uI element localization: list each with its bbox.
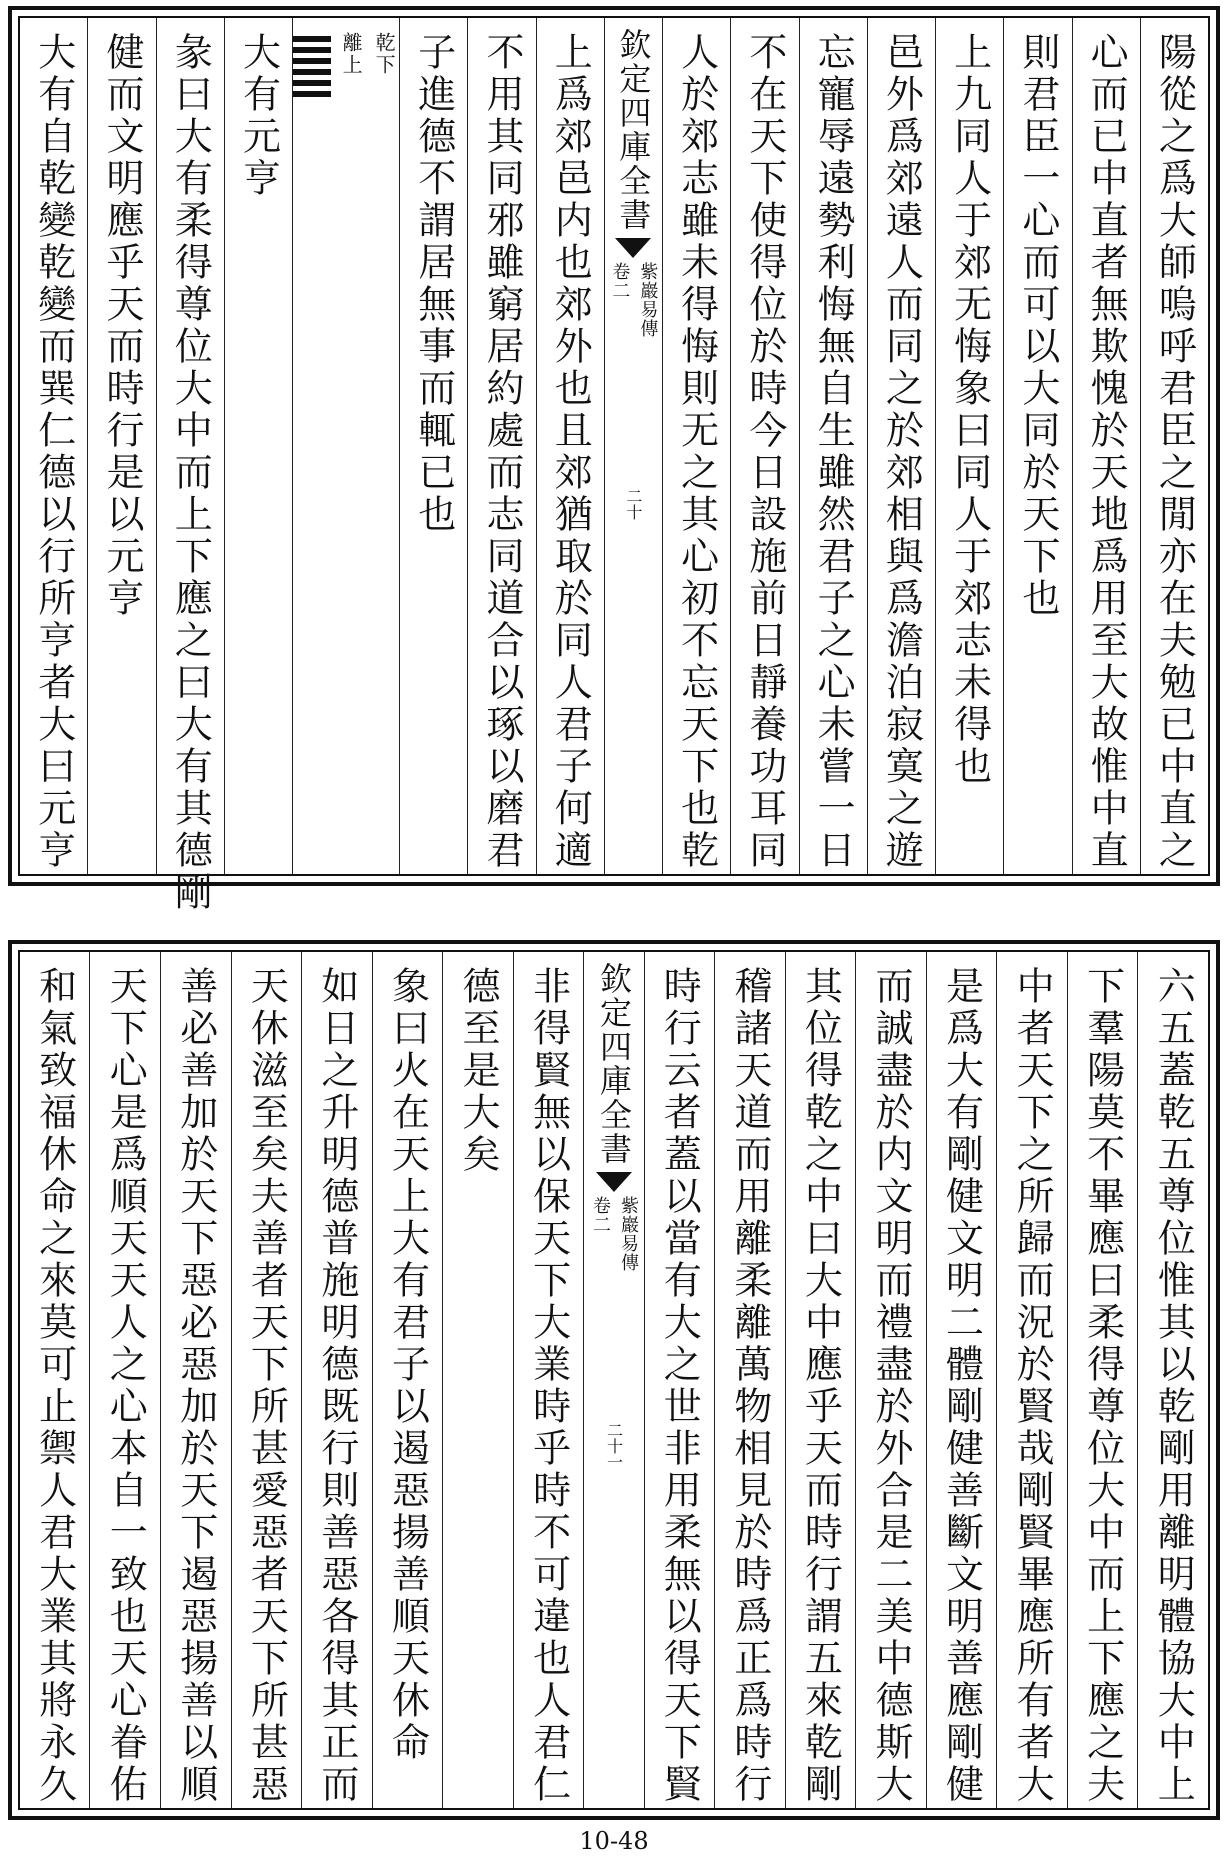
column-text: 天休滋至矣夫善者天下所甚愛惡者天下所甚惡 [244,966,289,1806]
center-fold-header [583,952,643,1808]
column-text: 天下心是爲順天天人之心本自一致也天心眷佑 [103,966,148,1806]
text-column [87,18,155,874]
page-top-frame [18,16,1210,914]
volume-label: 卷二 [589,1196,611,1234]
book-title: 欽定四庫全書 [594,962,633,1166]
column-text: 心而已中直者無欺愧於天地爲用至大故惟中直 [1084,32,1129,872]
text-column [231,952,302,1808]
text-column [467,18,535,874]
hexagram-icon [293,36,331,97]
column-text: 彖曰大有柔得尊位大中而上下應之曰大有其德剛 [168,32,213,914]
column-text: 邑外爲郊遠人而同之於郊相與爲澹泊寂寞之遊 [879,32,924,872]
book-name: 紫巖易傳 [637,262,659,338]
text-column [160,952,231,1808]
text-column [662,18,730,874]
text-column [20,952,90,1808]
column-text: 大有自乾變乾變而巽仁德以行所亨者大曰元亨 [31,32,76,872]
center-fold-header [604,18,662,874]
folio-number: 二十一 [604,1422,624,1470]
text-column [785,952,856,1808]
text-column [1067,952,1138,1808]
text-column [799,18,867,874]
text-column [935,18,1003,874]
page-number: 10-48 [579,1827,649,1855]
text-column [513,952,584,1808]
text-column [1072,18,1140,874]
text-column [1140,18,1208,874]
column-text: 大有元亨 [236,32,281,200]
column-text: 六五蓋乾五尊位惟其以乾剛用離明體協大中上 [1151,966,1196,1806]
column-text: 德至是大矣 [456,966,501,1176]
column-text: 子進德不謂居無事而輒已也 [411,32,456,536]
column-text: 時行云者蓋以當有大之世非用柔無以得天下賢 [657,966,702,1806]
column-text: 不用其同邪雖窮居約處而志同道合以琢以磨君 [479,32,524,872]
book-name: 紫巖易傳 [617,1196,639,1272]
text-column [442,952,513,1808]
text-column [224,18,292,874]
column-text: 和氣致福休命之來莫可止禦人君大業其將永久 [32,966,77,1806]
volume-label: 卷二 [609,262,631,300]
fishtail-mark-icon [596,1172,632,1192]
page-bottom [8,940,1220,1820]
column-text: 下羣陽莫不畢應曰柔得尊位大中而上下應之夫 [1080,966,1125,1806]
text-column [301,952,372,1808]
column-text: 陽從之爲大師嗚呼君臣之閒亦在夫勉已中直之 [1152,32,1197,872]
text-column [372,952,443,1808]
column-text: 而誠盡於内文明而禮盡於外合是二美中德斯大 [868,966,913,1806]
column-text: 健而文明應乎天而時行是以元亨 [99,32,144,620]
text-column [536,18,604,874]
column-text: 善必善加於天下惡必惡加於天下遏惡揚善以順 [173,966,218,1806]
text-column [730,18,798,874]
column-text: 上九同人于郊无悔象曰同人于郊志未得也 [947,32,992,788]
text-column [399,18,467,874]
column-text: 不在天下使得位於時今日設施前日靜養功耳同 [742,32,787,872]
upper-trigram-label: 離上 [339,32,364,76]
column-text: 象曰火在天上大有君子以遏惡揚善順天休命 [385,966,430,1764]
column-text: 非得賢無以保天下大業時乎時不可違也人君仁 [526,966,571,1806]
page-bottom-frame [18,950,1210,1810]
text-column [926,952,997,1808]
text-column [644,952,715,1808]
column-text: 稽諸天道而用離柔離萬物相見於時爲正爲時行 [727,966,772,1806]
column-text: 中者天下之所歸而況於賢哉剛賢畢應所有者大 [1010,966,1055,1806]
column-text: 其位得乾之中曰大中應乎天而時行謂五來乾剛 [798,966,843,1806]
column-text: 如日之升明德普施明德既行則善惡各得其正而 [314,966,359,1806]
text-column [867,18,935,874]
column-text: 是爲大有剛健文明二體剛健善斷文明善應剛健 [939,966,984,1806]
trigram-labels [337,32,399,76]
hexagram-column [292,18,399,874]
text-column [855,952,926,1808]
fishtail-mark-icon [615,238,651,258]
page-top [8,6,1220,914]
column-text: 上爲郊邑内也郊外也且郊猶取於同人君子何適 [548,32,593,872]
column-text: 忘寵辱遠勢利悔無自生雖然君子之心未嘗一日 [811,32,856,872]
text-column [714,952,785,1808]
text-column [1003,18,1071,874]
folio-number: 二十 [623,488,643,520]
text-column [20,18,87,874]
column-text: 則君臣一心而可以大同於天下也 [1015,32,1060,620]
text-column [996,952,1067,1808]
book-info [606,262,660,338]
column-text: 人於郊志雖未得悔則无之其心初不忘天下也乾 [674,32,719,872]
text-column [156,18,224,914]
lower-trigram-label: 乾下 [372,32,397,76]
text-column [89,952,160,1808]
book-info [587,1196,641,1272]
book-title: 欽定四庫全書 [614,28,653,232]
text-column [1137,952,1208,1808]
